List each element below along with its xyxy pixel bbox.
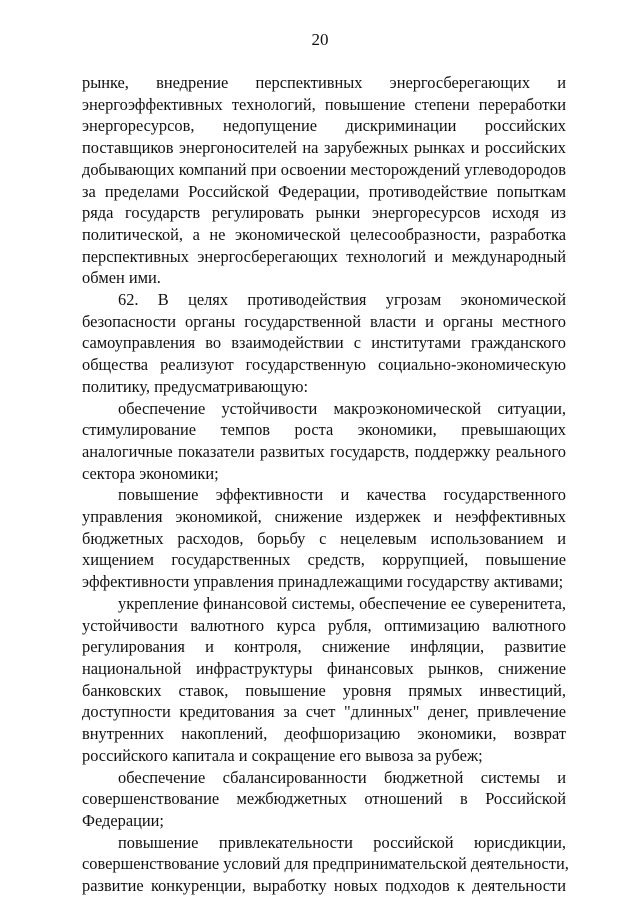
text-line: 62. В целях противодействия угрозам экономической <box>118 290 566 310</box>
text-line: укрепление финансовой системы, обеспечение ее суверенитета, <box>118 593 566 613</box>
text-line: российского капитала и сокращение его вывоза за рубеж; <box>82 745 483 765</box>
text-line: устойчивости валютного курса рубля, оптимизацию валютного <box>82 615 566 635</box>
text-line: сектора экономики; <box>82 463 219 483</box>
text-line: управления экономикой, снижение издержек и неэффективных <box>82 507 566 527</box>
text-line: добывающих компаний при освоении месторождений углеводородов <box>82 159 566 179</box>
text-line: хищением государственных средств, коррупцией, повышение <box>82 550 566 570</box>
text-line: повышение эффективности и качества государственного <box>118 485 566 505</box>
text-line: банковских ставок, повышение уровня прямых инвестиций, <box>82 680 566 700</box>
text-line: обеспечение сбалансированности бюджетной системы и <box>118 767 566 787</box>
text-line: обеспечение устойчивости макроэкономической ситуации, <box>118 398 566 418</box>
text-line: регулирования и контроля, снижение инфляции, развитие <box>82 637 566 657</box>
text-line: повышение привлекательности российской юрисдикции, <box>118 832 566 852</box>
text-line: политику, предусматривающую: <box>82 376 309 396</box>
text-line: за пределами Российской Федерации, противодействие попыткам <box>82 181 566 201</box>
paragraph-jurisdiction-attractiveness <box>82 832 569 897</box>
paragraph-governance-efficiency <box>82 484 566 593</box>
text-line: политической, а не экономической целесообразности, разработка <box>82 224 566 244</box>
text-line: поставщиков энергоносителей на зарубежных рынках и российских <box>82 138 566 158</box>
text-line: обмен ими. <box>82 268 161 288</box>
text-line: ряда государств регулировать рынки энергоресурсов исходя из <box>82 203 566 223</box>
text-line: совершенствование межбюджетных отношений в Российской <box>82 789 566 809</box>
text-line: стимулирование темпов роста экономики, превышающих <box>82 420 566 440</box>
text-line: перспективных энергосберегающих технологий и международный <box>82 246 566 266</box>
text-line: эффективности управления принадлежащими государству активами; <box>82 572 564 592</box>
text-line: совершенствование условий для предпринимательской деятельности, <box>82 854 569 874</box>
paragraph-item-62 <box>82 289 566 398</box>
text-line: национальной инфраструктуры финансовых рынков, снижение <box>82 658 566 678</box>
paragraph-macroeconomic-stability <box>82 398 566 485</box>
text-line: бюджетных расходов, борьбу с нецелевым использованием и <box>82 528 566 548</box>
text-line: общества реализуют государственную социально-экономическую <box>82 355 566 375</box>
paragraph-budget-balance <box>82 767 566 832</box>
text-line: безопасности органы государственной власти и органы местного <box>82 311 566 331</box>
text-line: энергоэффективных технологий, повышение степени переработки <box>82 94 566 114</box>
text-line: энергоресурсов, недопущение дискриминации российских <box>82 116 566 136</box>
text-line: развитие конкуренции, выработку новых подходов к деятельности <box>82 876 566 896</box>
text-line: внутренних накоплений, деофшоризацию экономики, возврат <box>82 724 566 744</box>
text-line: Федерации; <box>82 810 164 830</box>
paragraph-financial-system <box>82 593 566 767</box>
text-line: доступности кредитования за счет "длинных" денег, привлечение <box>82 702 566 722</box>
paragraph-energy-measures-continuation <box>82 72 566 289</box>
text-line: самоуправления во взаимодействии с институтами гражданского <box>82 333 566 353</box>
document-body <box>82 72 569 897</box>
text-line: рынке, внедрение перспективных энергосберегающих и <box>82 73 566 92</box>
text-line: аналогичные показатели развитых государств, поддержку реального <box>82 441 566 461</box>
page-number: 20 <box>311 30 329 49</box>
